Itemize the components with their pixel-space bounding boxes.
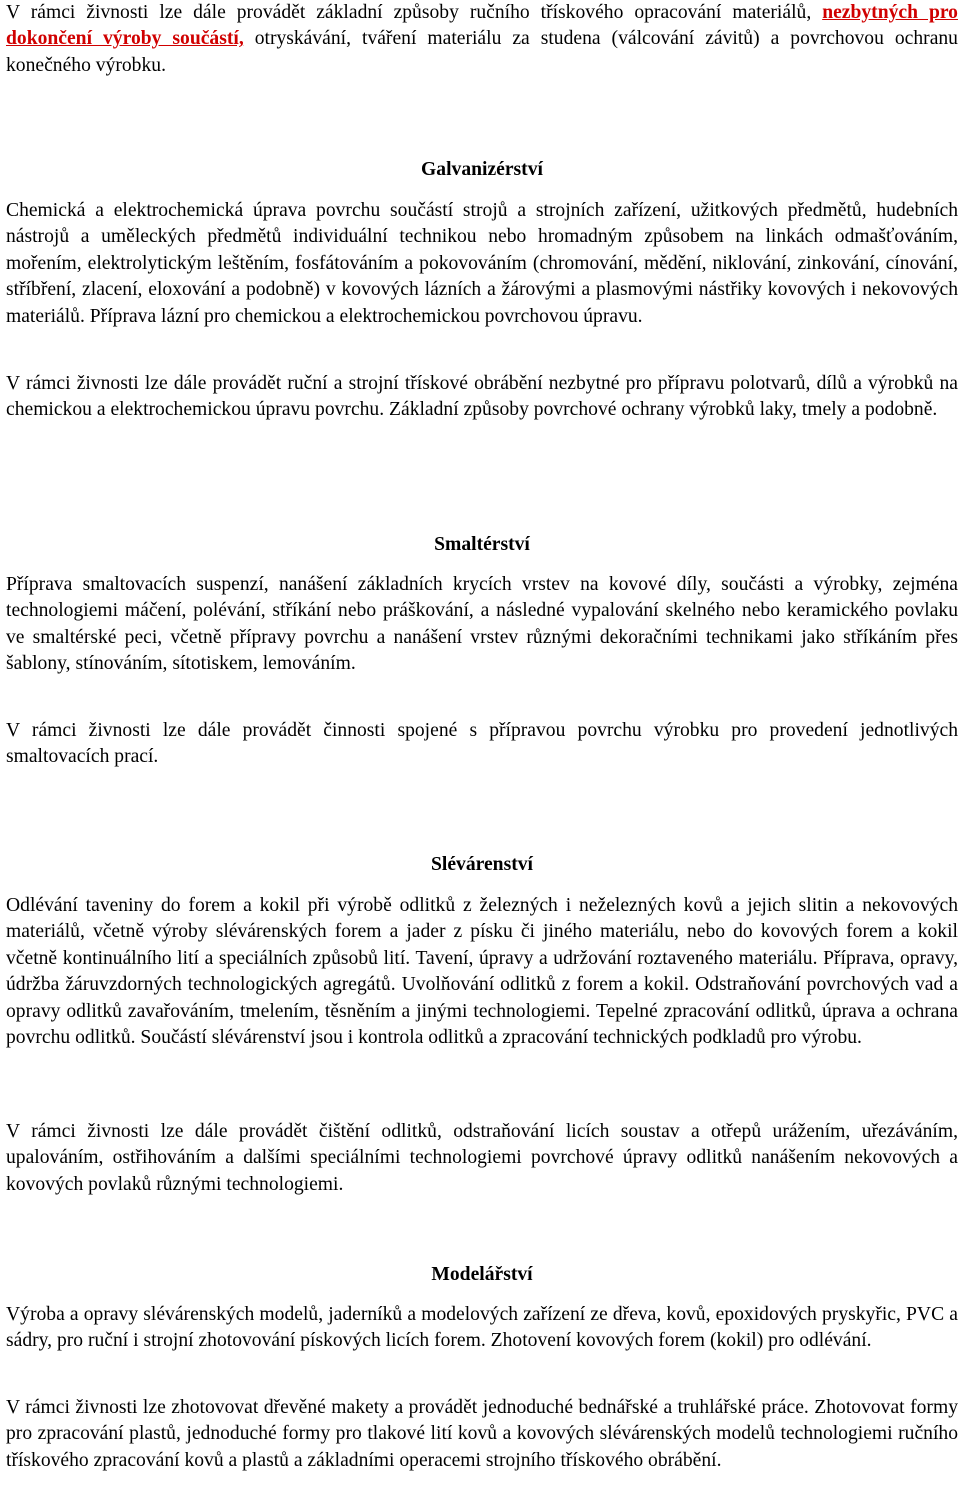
paragraph: V rámci živnosti lze zhotovovat dřevěné makety a provádět jednoduché bednářské a truhlářské práce. Zhotovovat formy pro zpracování plastů, jednoduché formy pro tlakové lití kovů a kovových slévárenských modelů technologiemi ručního třískového zpracování kovů a plastů a základními operacemi strojního třískového obrábění. [6, 1397, 958, 1471]
section-modelarstvi-body [6, 1302, 958, 1355]
section-slevarenstvi-body-2 [6, 1119, 958, 1198]
paragraph: Výroba a opravy slévárenských modelů, jaderníků a modelových zařízení ze dřeva, kovů, epoxidových pryskyřic, PVC a sádry, pro ruční i strojní zhotovování pískových licích forem. Zhotovení kovových forem (kokil) pro odlévání. [6, 1304, 958, 1352]
section-title: Slévárenství [431, 854, 533, 875]
section-galvanizerstvi-body-2 [6, 371, 958, 424]
intro-red-phrase: nezbytných pro dokončení výroby součástí, [6, 2, 958, 50]
section-slevarenstvi-body [6, 893, 958, 1051]
paragraph: Odlévání taveniny do forem a kokil při výrobě odlitků z železných i neželezných kovů a jejich slitin a nekovových materiálů, včetně výroby slévárenských forem a jader z písku či jiného materiálu, nebo do kovových forem a kokil včetně kontinuálního lití a speciálních způsobů lití. Tavení, úpravy a udržování roztaveného materiálu. Příprava, opravy, údržba žáruvzdorných technologických agregátů. Uvolňování odlitků z forem a kokil. Odstraňování povrchových vad a opravy odlitků zavařováním, tmelením, těsněním a jinými technologiemi. Tepelné zpracování odlitků, úprava a ochrana povrchu odlitků. Součástí slévárenství jsou i kontrola odlitků a zpracování technických podkladů pro výrobu. [6, 895, 958, 1049]
intro-paragraph [6, 0, 958, 79]
section-smalterstvi-body-2 [6, 718, 958, 771]
intro-section [6, 0, 958, 79]
section-modelarstvi [6, 1262, 958, 1288]
paragraph: V rámci živnosti lze dále provádět čištění odlitků, odstraňování licích soustav a otřepů urážením, uřezáváním, upalováním, ostřihováním a dalšími speciálními technologiemi povrchové úpravy odlitků nanášením nekovových a kovových povlaků různými technologiemi. [6, 1121, 958, 1195]
revision-mark [811, 2, 822, 23]
section-galvanizerstvi-body [6, 198, 958, 330]
section-slevarenstvi [6, 852, 958, 878]
paragraph: Chemická a elektrochemická úprava povrchu součástí strojů a strojních zařízení, užitkových předmětů, hudebních nástrojů a uměleckých předmětů individuální technikou nebo hromadným způsobem na linkách odmašťováním, mořením, elektrolytickým leštěním, fosfátováním a pokovováním (chromování, mědění, niklování, zinkování, cínování, stříbření, zlacení, eloxování a podobně) v kovových lázních a žárovými a plasmovými nástřiky kovových i nekovových materiálů. Příprava lázní pro chemickou a elektrochemickou povrchovou úpravu. [6, 200, 958, 327]
section-title: Galvanizérství [421, 159, 543, 180]
paragraph: Příprava smaltovacích suspenzí, nanášení základních krycích vrstev na kovové díly, součásti a výrobky, zejména technologiemi máčení, polévání, stříkání nebo práškování, a následné vypalování skelného nebo keramického povlaku ve smaltérské peci, včetně přípravy povrchu a nanášení vrstev různými dekoračními technikami jako stříkáním přes šablony, stínováním, sítotiskem, lemováním. [6, 574, 958, 675]
section-galvanizerstvi [6, 157, 958, 183]
paragraph: V rámci živnosti lze dále provádět činnosti spojené s přípravou povrchu výrobku pro provedení jednotlivých smaltovacích prací. [6, 720, 958, 768]
section-title: Modelářství [431, 1264, 533, 1285]
section-smalterstvi [6, 532, 958, 558]
section-smalterstvi-body [6, 572, 958, 678]
intro-line1: V rámci živnosti lze dále provádět základní způsoby ručního třískového opracování materiálů, [6, 2, 812, 23]
paragraph: V rámci živnosti lze dále provádět ruční a strojní třískové obrábění nezbytné pro přípravu polotvarů, dílů a výrobků na chemickou a elektrochemickou úpravu povrchu. Základní způsoby povrchové ochrany výrobků laky, tmely a podobně. [6, 373, 958, 421]
intro-rest: otryskávání, tváření materiálu za studena (válcování závitů) a povrchovou ochranu konečného výrobku. [6, 28, 958, 76]
section-title: Smaltérství [434, 534, 530, 555]
section-modelarstvi-body-2 [6, 1395, 958, 1474]
